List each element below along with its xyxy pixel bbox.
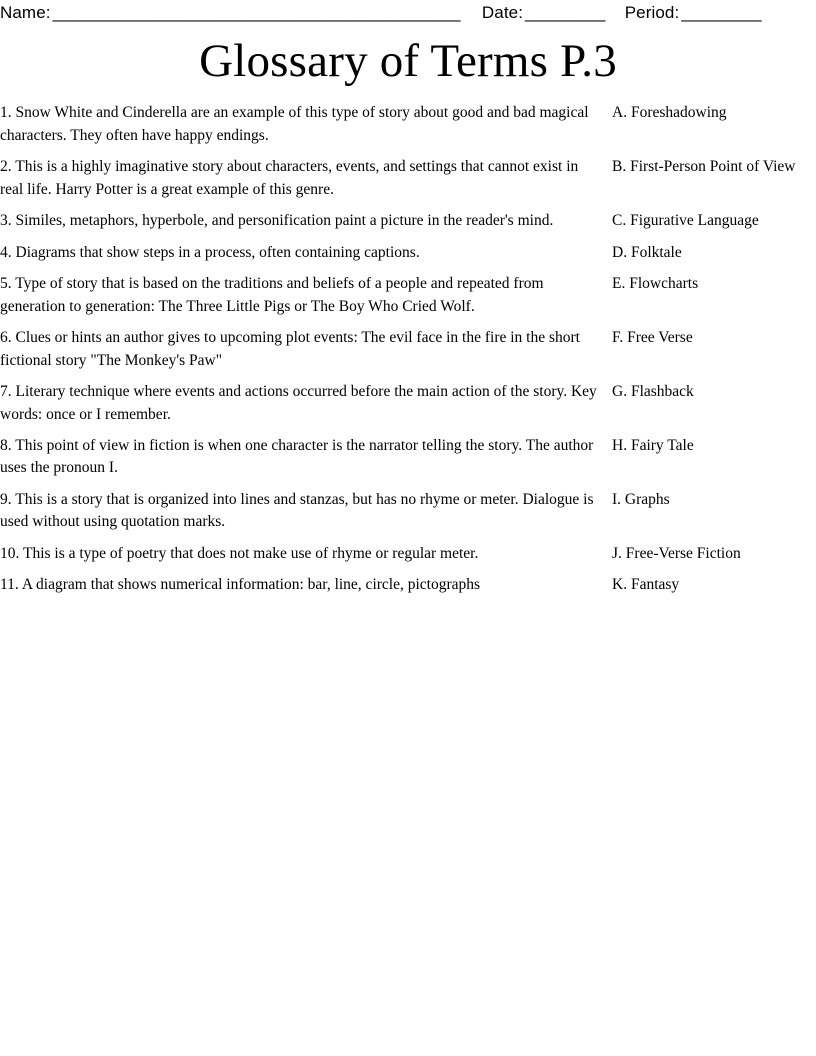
definition-item[interactable] xyxy=(0,273,612,318)
term-text: B. First-Person Point of View xyxy=(612,158,796,176)
student-info-header xyxy=(0,0,816,23)
definition-text: 1. Snow White and Cinderella are an example of this type of story about good and bad magical characters. They often have happy endings. xyxy=(0,104,589,144)
definition-text: 3. Similes, metaphors, hyperbole, and personification paint a picture in the reader's mind. xyxy=(0,212,554,230)
term-item[interactable] xyxy=(612,327,816,349)
term-text: I. Graphs xyxy=(612,490,670,508)
term-text: G. Flashback xyxy=(612,383,694,401)
period-blank-line: _________ xyxy=(681,3,762,22)
definition-text: 6. Clues or hints an author gives to upcoming plot events: The evil face in the fire in the short fictional story "The Monkey's Paw" xyxy=(0,329,580,369)
definition-text: 11. A diagram that shows numerical information: bar, line, circle, pictographs xyxy=(0,576,481,594)
matching-row xyxy=(0,327,816,372)
term-text: D. Folktale xyxy=(612,243,682,261)
term-text: K. Fantasy xyxy=(612,576,680,594)
matching-row xyxy=(0,574,816,596)
term-text: J. Free-Verse Fiction xyxy=(612,544,741,562)
matching-exercise xyxy=(0,102,816,596)
definition-text: 9. This is a story that is organized into lines and stanzas, but has no rhyme or meter. Dialogue is used without using quotation marks. xyxy=(0,490,594,531)
matching-row xyxy=(0,210,816,232)
definition-item[interactable] xyxy=(0,435,612,480)
period-label: Period: xyxy=(624,3,680,22)
name-label: Name: xyxy=(0,3,51,22)
term-item[interactable] xyxy=(612,435,816,457)
definition-item[interactable] xyxy=(0,242,612,264)
definition-item[interactable] xyxy=(0,574,612,596)
name-blank-line: ______________________________________________ xyxy=(52,3,460,22)
definition-item[interactable] xyxy=(0,543,612,565)
definition-item[interactable] xyxy=(0,210,612,232)
definition-item[interactable] xyxy=(0,102,612,147)
term-item[interactable] xyxy=(612,381,816,403)
date-blank-line: _________ xyxy=(525,3,605,22)
definition-item[interactable] xyxy=(0,489,612,534)
term-item[interactable] xyxy=(612,273,816,295)
definition-text: 10. This is a type of poetry that does not make use of rhyme or regular meter. xyxy=(0,544,479,562)
term-item[interactable] xyxy=(612,543,816,565)
term-text: H. Fairy Tale xyxy=(612,436,694,454)
date-field[interactable] xyxy=(482,3,605,23)
definition-text: 8. This point of view in fiction is when one character is the narrator telling the story. The author uses the pronoun I. xyxy=(0,436,594,477)
matching-row xyxy=(0,381,816,426)
matching-row xyxy=(0,156,816,201)
term-item[interactable] xyxy=(612,242,816,264)
term-text: E. Flowcharts xyxy=(612,275,699,293)
period-field[interactable] xyxy=(625,3,761,23)
matching-row xyxy=(0,102,816,147)
name-field[interactable] xyxy=(0,3,460,23)
definition-text: 5. Type of story that is based on the traditions and beliefs of a people and repeated from generation to generation: The Three Little Pigs or The Boy Who Cried Wolf. xyxy=(0,275,544,315)
term-text: F. Free Verse xyxy=(612,329,693,347)
page-title: Glossary of Terms P.3 xyxy=(199,35,617,87)
definition-text: 2. This is a highly imaginative story about characters, events, and settings that cannot exist in real life. Harry Potter is a great example of this genre. xyxy=(0,158,579,198)
definition-text: 4. Diagrams that show steps in a process, often containing captions. xyxy=(0,243,420,261)
term-item[interactable] xyxy=(612,102,816,124)
matching-row xyxy=(0,435,816,480)
term-item[interactable] xyxy=(612,210,816,232)
matching-row xyxy=(0,242,816,264)
definition-item[interactable] xyxy=(0,156,612,201)
term-item[interactable] xyxy=(612,489,816,511)
matching-row xyxy=(0,543,816,565)
term-item[interactable] xyxy=(612,156,816,178)
definition-item[interactable] xyxy=(0,381,612,426)
term-item[interactable] xyxy=(612,574,816,596)
date-label: Date: xyxy=(481,3,524,22)
term-text: C. Figurative Language xyxy=(612,212,759,230)
definition-text: 7. Literary technique where events and actions occurred before the main action of the story. Key words: once or I remember. xyxy=(0,383,597,423)
term-text: A. Foreshadowing xyxy=(612,104,727,122)
matching-row xyxy=(0,273,816,318)
matching-row xyxy=(0,489,816,534)
definition-item[interactable] xyxy=(0,327,612,372)
